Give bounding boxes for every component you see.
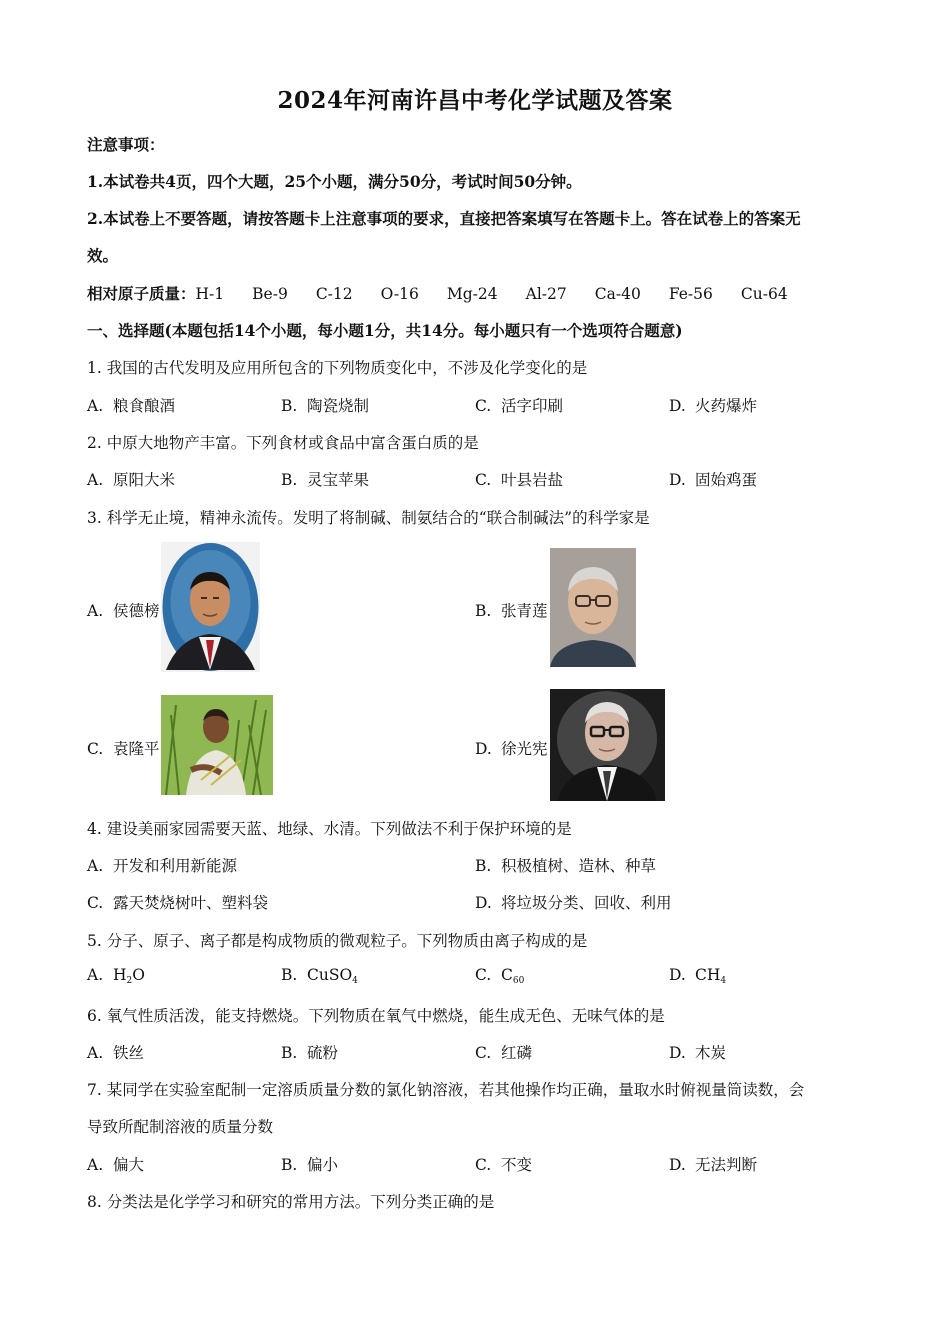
notice-header: 注意事项： [87, 135, 165, 154]
q5-option-b: B. CuSO$_4$ [281, 966, 358, 986]
atomic-mass-cu: Cu-64 [740, 285, 788, 303]
q5-option-c: C. $C_{60}$ [475, 966, 525, 986]
notice-item-2-cont: 效。 [87, 246, 119, 265]
atomic-mass-label: 相对原子质量： [87, 284, 196, 303]
atomic-mass-be: Be-9 [252, 285, 288, 303]
portrait-hou-debang [161, 542, 260, 672]
question-4-stem: 4. 建设美丽家园需要天蓝、地绿、水清。下列做法不利于保护环境的是 [87, 820, 572, 838]
atomic-mass-ca: Ca-40 [594, 285, 641, 303]
q4-option-b: B. 积极植树、造林、种草 [475, 857, 657, 875]
notice-item-1: 1.本试卷共4页，四个大题，25个小题，满分50分，考试时间50分钟。 [87, 172, 582, 191]
q4-option-c: C. 露天焚烧树叶、塑料袋 [87, 894, 269, 912]
question-6-stem: 6. 氧气性质活泼，能支持燃烧。下列物质在氧气中燃烧，能生成无色、无味气体的是 [87, 1007, 665, 1025]
q2-option-c: C. 叶县岩盐 [475, 471, 564, 489]
q5-option-d: D. $CH_4$ [669, 966, 727, 986]
q3-option-a: A. 侯德榜 [87, 602, 160, 620]
q6-option-b: B. 硫粉 [281, 1044, 339, 1062]
question-7-stem: 7. 某同学在实验室配制一定溶质质量分数的氯化钠溶液，若其他操作均正确，量取水时俯视量筒读数，会 [87, 1081, 805, 1099]
q2-option-a: A. 原阳大米 [87, 471, 176, 489]
atomic-mass-mg: Mg-24 [446, 285, 498, 303]
q6-option-a: A. 铁丝 [87, 1044, 145, 1062]
question-3-stem: 3. 科学无止境，精神永流传。发明了将制碱、制氨结合的“联合制碱法”的科学家是 [87, 509, 650, 527]
q7-option-c: C. 不变 [475, 1156, 533, 1174]
question-7-stem-cont: 导致所配制溶液的质量分数 [87, 1118, 274, 1136]
q6-option-c: C. 红磷 [475, 1044, 533, 1062]
atomic-mass-o: O-16 [380, 285, 419, 303]
q7-option-a: A. 偏大 [87, 1156, 145, 1174]
q3-option-b: B. 张青莲 [475, 602, 548, 620]
q4-option-d: D. 将垃圾分类、回收、利用 [475, 894, 672, 912]
q1-option-c: C. 活字印刷 [475, 397, 564, 415]
notice-item-2: 2.本试卷上不要答题，请按答题卡上注意事项的要求，直接把答案填写在答题卡上。答在试卷上的答案无 [87, 209, 801, 228]
atomic-mass-c: C-12 [315, 285, 353, 303]
q2-option-b: B. 灵宝苹果 [281, 471, 370, 489]
q2-option-d: D. 固始鸡蛋 [669, 471, 758, 489]
atomic-mass-h: H-1 [195, 285, 225, 303]
portrait-xu-guangxian [550, 689, 665, 801]
q6-option-d: D. 木炭 [669, 1044, 727, 1062]
atomic-mass-al: Al-27 [525, 285, 567, 303]
q1-option-b: B. 陶瓷烧制 [281, 397, 370, 415]
question-1-stem: 1. 我国的古代发明及应用所包含的下列物质变化中，不涉及化学变化的是 [87, 359, 588, 377]
question-5-stem: 5. 分子、原子、离子都是构成物质的微观粒子。下列物质由离子构成的是 [87, 932, 588, 950]
q3-option-d: D. 徐光宪 [475, 740, 548, 758]
q7-option-b: B. 偏小 [281, 1156, 339, 1174]
question-8-stem: 8. 分类法是化学学习和研究的常用方法。下列分类正确的是 [87, 1193, 495, 1211]
portrait-zhang-qinglian [550, 548, 636, 667]
section-heading: 一、选择题(本题包括14个小题，每小题1分，共14分。每小题只有一个选项符合题意) [87, 321, 683, 340]
atomic-mass-fe: Fe-56 [668, 285, 713, 303]
q1-option-d: D. 火药爆炸 [669, 397, 758, 415]
q1-option-a: A. 粮食酿酒 [87, 397, 176, 415]
q3-option-c: C. 袁隆平 [87, 740, 160, 758]
q5-option-a: A. $H_2O$ [87, 966, 145, 986]
atomic-mass-row [87, 282, 816, 304]
question-2-stem: 2. 中原大地物产丰富。下列食材或食品中富含蛋白质的是 [87, 434, 479, 452]
q4-option-a: A. 开发和利用新能源 [87, 857, 238, 875]
portrait-yuan-longping [161, 695, 273, 795]
page-title: 2024年河南许昌中考化学试题及答案 [277, 87, 673, 114]
q7-option-d: D. 无法判断 [669, 1156, 758, 1174]
